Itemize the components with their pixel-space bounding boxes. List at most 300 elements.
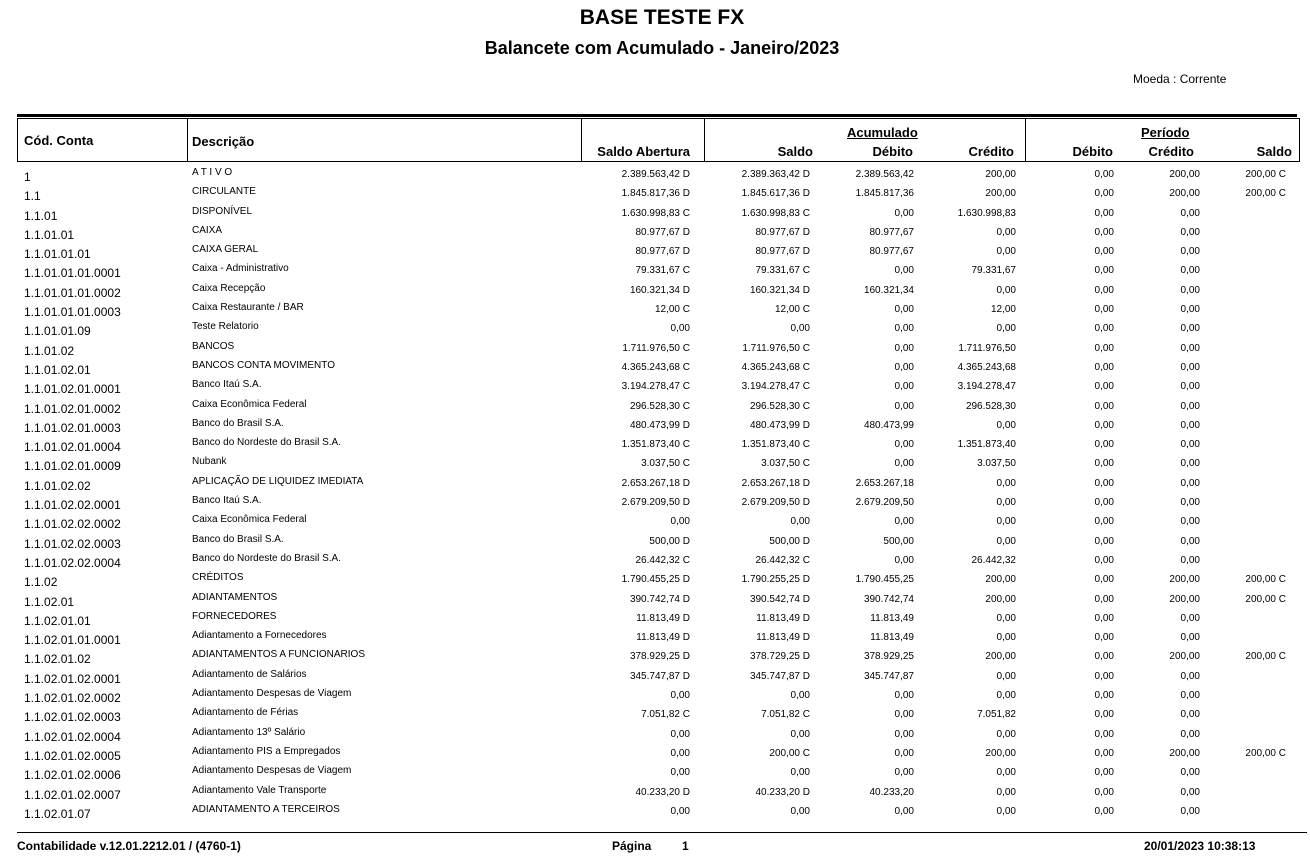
cell-description: Caixa - Administrativo <box>192 263 289 275</box>
cell-description: Caixa Recepção <box>192 282 266 294</box>
table-row <box>0 377 1310 396</box>
cell-accum-debit: 0,00 <box>894 767 914 779</box>
cell-opening-balance: 296.528,30 C <box>629 400 690 412</box>
col-header-code: Cód. Conta <box>24 133 94 148</box>
cell-accum-balance: 40.233,20 D <box>755 786 810 798</box>
cell-accum-balance: 0,00 <box>790 805 810 817</box>
table-row <box>0 570 1310 589</box>
cell-period-balance: 200,00 C <box>1245 169 1286 180</box>
cell-period-debit: 0,00 <box>1094 535 1114 547</box>
cell-accum-balance: 1.630.998,83 C <box>741 207 810 219</box>
cell-code: 1.1.01.02.02.0003 <box>24 536 121 551</box>
cell-code: 1.1.01.02.01 <box>24 362 91 377</box>
cell-accum-credit: 0,00 <box>996 632 1016 644</box>
cell-accum-debit: 40.233,20 <box>869 786 914 798</box>
table-row <box>0 319 1310 338</box>
cell-description: Banco Itaú S.A. <box>192 379 262 391</box>
cell-accum-balance: 1.790.255,25 D <box>741 574 810 586</box>
cell-accum-credit: 26.442,32 <box>971 554 1016 566</box>
table-row <box>0 551 1310 570</box>
cell-code: 1.1.02.01.02.0002 <box>24 691 121 706</box>
table-row <box>0 204 1310 223</box>
cell-description: BANCOS <box>192 340 235 352</box>
cell-description: Banco do Brasil S.A. <box>192 417 284 429</box>
cell-description: CAIXA GERAL <box>192 244 259 256</box>
cell-period-debit: 0,00 <box>1094 516 1114 528</box>
cell-period-credit: 0,00 <box>1180 458 1200 470</box>
cell-period-credit: 0,00 <box>1180 497 1200 509</box>
cell-code: 1.1.01.01 <box>24 227 75 242</box>
cell-accum-debit: 0,00 <box>894 400 914 412</box>
cell-period-debit: 0,00 <box>1094 805 1114 817</box>
cell-opening-balance: 378.929,25 D <box>629 651 690 663</box>
cell-period-credit: 0,00 <box>1180 419 1200 431</box>
cell-period-debit: 0,00 <box>1094 284 1114 296</box>
cell-period-credit: 0,00 <box>1180 554 1200 566</box>
cell-accum-debit: 0,00 <box>894 728 914 740</box>
table-row <box>0 667 1310 686</box>
cell-accum-credit: 296.528,30 <box>965 400 1016 412</box>
cell-accum-balance: 80.977,67 D <box>755 226 810 238</box>
cell-accum-debit: 0,00 <box>894 361 914 373</box>
cell-period-debit: 0,00 <box>1094 670 1114 682</box>
cell-accum-debit: 0,00 <box>894 342 914 354</box>
cell-period-debit: 0,00 <box>1094 361 1114 373</box>
cell-description: Adiantamento PIS a Empregados <box>192 745 341 757</box>
cell-opening-balance: 160.321,34 D <box>629 284 690 296</box>
cell-period-balance: 200,00 C <box>1245 651 1286 663</box>
cell-accum-balance: 79.331,67 C <box>755 265 810 277</box>
cell-accum-balance: 3.194.278,47 C <box>741 381 810 393</box>
cell-accum-credit: 3.194.278,47 <box>957 381 1016 393</box>
cell-period-credit: 0,00 <box>1180 516 1200 528</box>
cell-period-credit: 0,00 <box>1180 612 1200 624</box>
cell-period-credit: 0,00 <box>1180 246 1200 258</box>
cell-accum-credit: 0,00 <box>996 786 1016 798</box>
table-row <box>0 435 1310 454</box>
cell-description: Nubank <box>192 456 227 468</box>
cell-period-debit: 0,00 <box>1094 439 1114 451</box>
cell-accum-debit: 0,00 <box>894 265 914 277</box>
cell-period-debit: 0,00 <box>1094 207 1114 219</box>
cell-accum-balance: 7.051,82 C <box>761 709 810 721</box>
cell-accum-debit: 80.977,67 <box>869 226 914 238</box>
cell-description: Banco do Nordeste do Brasil S.A. <box>192 437 341 449</box>
cell-accum-balance: 1.711.976,50 C <box>742 342 810 354</box>
cell-period-credit: 200,00 <box>1169 593 1200 605</box>
cell-period-debit: 0,00 <box>1094 690 1114 702</box>
cell-accum-credit: 200,00 <box>985 593 1016 605</box>
cell-period-credit: 0,00 <box>1180 439 1200 451</box>
cell-description: Adiantamento Despesas de Viagem <box>192 688 352 700</box>
cell-description: Caixa Econômica Federal <box>192 514 307 526</box>
cell-accum-balance: 345.747,87 D <box>749 670 810 682</box>
cell-period-credit: 0,00 <box>1180 381 1200 393</box>
cell-accum-debit: 0,00 <box>894 690 914 702</box>
cell-description: Caixa Restaurante / BAR <box>192 302 304 314</box>
cell-accum-balance: 0,00 <box>790 690 810 702</box>
table-row <box>0 242 1310 261</box>
cell-period-debit: 0,00 <box>1094 304 1114 316</box>
cell-period-credit: 0,00 <box>1180 361 1200 373</box>
account-rows <box>0 165 1310 821</box>
cell-period-debit: 0,00 <box>1094 786 1114 798</box>
cell-period-debit: 0,00 <box>1094 265 1114 277</box>
cell-period-balance: 200,00 C <box>1245 747 1286 759</box>
cell-period-credit: 0,00 <box>1180 265 1200 277</box>
cell-accum-credit: 1.351.873,40 <box>957 439 1016 451</box>
footer-datetime: 20/01/2023 10:38:13 <box>1144 839 1256 853</box>
cell-period-credit: 0,00 <box>1180 400 1200 412</box>
cell-accum-credit: 0,00 <box>996 670 1016 682</box>
cell-accum-debit: 80.977,67 <box>869 246 914 258</box>
cell-code: 1.1.02 <box>24 575 58 590</box>
cell-accum-balance: 0,00 <box>790 728 810 740</box>
table-row <box>0 184 1310 203</box>
cell-code: 1.1.01.01.09 <box>24 324 91 339</box>
cell-accum-debit: 0,00 <box>894 207 914 219</box>
cell-code: 1.1.01.02.02.0002 <box>24 517 121 532</box>
cell-accum-credit: 12,00 <box>990 304 1016 316</box>
cell-accum-credit: 3.037,50 <box>977 458 1016 470</box>
cell-accum-debit: 11.813,49 <box>870 632 914 644</box>
cell-code: 1.1.01 <box>24 208 58 223</box>
cell-opening-balance: 0,00 <box>670 805 690 817</box>
cell-code: 1.1.02.01.02 <box>24 652 91 667</box>
cell-period-credit: 0,00 <box>1180 767 1200 779</box>
cell-accum-debit: 0,00 <box>894 323 914 335</box>
cell-description: ADIANTAMENTOS <box>192 591 278 603</box>
table-row <box>0 647 1310 666</box>
cell-code: 1.1.02.01.01 <box>24 613 91 628</box>
cell-description: CAIXA <box>192 224 223 236</box>
cell-opening-balance: 79.331,67 C <box>635 265 690 277</box>
cell-accum-credit: 0,00 <box>996 246 1016 258</box>
table-row <box>0 763 1310 782</box>
cell-opening-balance: 0,00 <box>670 690 690 702</box>
cell-accum-balance: 2.653.267,18 D <box>741 477 810 489</box>
cell-accum-credit: 200,00 <box>985 651 1016 663</box>
cell-period-debit: 0,00 <box>1094 458 1114 470</box>
cell-description: Adiantamento Despesas de Viagem <box>192 765 352 777</box>
cell-opening-balance: 1.630.998,83 C <box>621 207 690 219</box>
cell-opening-balance: 390.742,74 D <box>629 593 690 605</box>
table-row <box>0 454 1310 473</box>
cell-accum-credit: 0,00 <box>996 477 1016 489</box>
cell-opening-balance: 345.747,87 D <box>629 670 690 682</box>
header-divider <box>581 118 582 162</box>
cell-accum-credit: 200,00 <box>985 188 1016 200</box>
cell-opening-balance: 11.813,49 D <box>636 632 690 644</box>
header-divider <box>1025 118 1026 162</box>
cell-accum-debit: 390.742,74 <box>863 593 914 605</box>
cell-period-credit: 0,00 <box>1180 304 1200 316</box>
cell-period-credit: 0,00 <box>1180 226 1200 238</box>
cell-code: 1.1.02.01.02.0003 <box>24 710 121 725</box>
cell-opening-balance: 2.653.267,18 D <box>621 477 690 489</box>
cell-accum-debit: 500,00 <box>883 535 914 547</box>
table-row <box>0 416 1310 435</box>
cell-period-debit: 0,00 <box>1094 632 1114 644</box>
cell-accum-balance: 200,00 C <box>769 747 810 759</box>
cell-code: 1.1.01.01.01.0002 <box>24 285 121 300</box>
cell-description: Banco Itaú S.A. <box>192 495 262 507</box>
cell-accum-credit: 0,00 <box>996 690 1016 702</box>
cell-period-debit: 0,00 <box>1094 574 1114 586</box>
col-header-accumulated-group: Acumulado <box>847 125 918 140</box>
cell-accum-credit: 7.051,82 <box>977 709 1016 721</box>
cell-accum-debit: 160.321,34 <box>863 284 914 296</box>
col-header-period-debit: Débito <box>1072 144 1113 159</box>
cell-opening-balance: 26.442,32 C <box>635 554 690 566</box>
cell-opening-balance: 0,00 <box>670 728 690 740</box>
table-row <box>0 609 1310 628</box>
cell-accum-credit: 4.365.243,68 <box>957 361 1016 373</box>
cell-accum-credit: 200,00 <box>985 747 1016 759</box>
cell-period-debit: 0,00 <box>1094 747 1114 759</box>
cell-period-credit: 0,00 <box>1180 477 1200 489</box>
table-row <box>0 802 1310 821</box>
cell-accum-debit: 0,00 <box>894 439 914 451</box>
table-row <box>0 261 1310 280</box>
cell-accum-balance: 0,00 <box>790 767 810 779</box>
table-row <box>0 223 1310 242</box>
cell-accum-balance: 160.321,34 D <box>749 284 810 296</box>
cell-accum-balance: 4.365.243,68 C <box>741 361 810 373</box>
cell-description: Teste Relatorio <box>192 321 259 333</box>
table-row <box>0 686 1310 705</box>
cell-accum-credit: 0,00 <box>996 419 1016 431</box>
cell-period-debit: 0,00 <box>1094 728 1114 740</box>
cell-opening-balance: 1.845.817,36 D <box>621 188 690 200</box>
cell-period-balance: 200,00 C <box>1245 188 1286 200</box>
cell-accum-debit: 0,00 <box>894 805 914 817</box>
cell-period-debit: 0,00 <box>1094 226 1114 238</box>
cell-opening-balance: 40.233,20 D <box>635 786 690 798</box>
cell-accum-debit: 378.929,25 <box>863 651 914 663</box>
cell-opening-balance: 0,00 <box>670 767 690 779</box>
cell-period-credit: 200,00 <box>1169 169 1200 180</box>
cell-accum-balance: 1.351.873,40 C <box>741 439 810 451</box>
col-header-description: Descrição <box>192 134 255 149</box>
cell-opening-balance: 500,00 D <box>649 535 690 547</box>
cell-code: 1.1.01.02.02.0001 <box>24 498 121 513</box>
cell-accum-balance: 390.542,74 D <box>749 593 810 605</box>
cell-description: Adiantamento 13º Salário <box>192 726 306 738</box>
cell-period-credit: 0,00 <box>1180 709 1200 721</box>
cell-opening-balance: 1.711.976,50 C <box>622 342 690 354</box>
cell-accum-balance: 12,00 C <box>774 304 810 316</box>
cell-code: 1.1.02.01.02.0005 <box>24 748 121 763</box>
cell-opening-balance: 4.365.243,68 C <box>621 361 690 373</box>
cell-code: 1.1.01.01.01 <box>24 247 91 262</box>
cell-code: 1.1.02.01.07 <box>24 806 91 821</box>
col-header-period-group: Período <box>1141 125 1190 140</box>
cell-accum-debit: 0,00 <box>894 381 914 393</box>
cell-accum-credit: 0,00 <box>996 226 1016 238</box>
cell-accum-debit: 0,00 <box>894 747 914 759</box>
cell-period-debit: 0,00 <box>1094 188 1114 200</box>
cell-accum-debit: 0,00 <box>894 516 914 528</box>
cell-accum-credit: 0,00 <box>996 284 1016 296</box>
report-title: BASE TESTE FX <box>579 6 745 29</box>
cell-period-credit: 0,00 <box>1180 786 1200 798</box>
cell-period-debit: 0,00 <box>1094 593 1114 605</box>
cell-accum-balance: 11.813,49 D <box>756 612 810 624</box>
cell-period-credit: 0,00 <box>1180 284 1200 296</box>
header-rule <box>17 114 1297 117</box>
cell-accum-balance: 3.037,50 C <box>761 458 810 470</box>
cell-accum-balance: 480.473,99 D <box>749 419 810 431</box>
col-header-period-credit: Crédito <box>1148 144 1194 159</box>
cell-period-credit: 0,00 <box>1180 323 1200 335</box>
cell-period-debit: 0,00 <box>1094 651 1114 663</box>
cell-accum-balance: 80.977,67 D <box>755 246 810 258</box>
cell-description: APLICAÇÃO DE LIQUIDEZ IMEDIATA <box>192 475 364 487</box>
report-subtitle: Balancete com Acumulado - Janeiro/2023 <box>484 38 840 58</box>
cell-period-debit: 0,00 <box>1094 381 1114 393</box>
cell-opening-balance: 0,00 <box>670 323 690 335</box>
cell-accum-debit: 0,00 <box>894 304 914 316</box>
cell-period-credit: 200,00 <box>1169 651 1200 663</box>
cell-opening-balance: 3.194.278,47 C <box>621 381 690 393</box>
cell-period-debit: 0,00 <box>1094 477 1114 489</box>
cell-period-credit: 0,00 <box>1180 728 1200 740</box>
cell-accum-debit: 2.679.209,50 <box>855 497 914 509</box>
table-row <box>0 474 1310 493</box>
cell-accum-balance: 0,00 <box>790 323 810 335</box>
cell-description: Adiantamento de Salários <box>192 668 307 680</box>
cell-period-credit: 200,00 <box>1169 747 1200 759</box>
cell-accum-balance: 1.845.617,36 D <box>741 188 810 200</box>
cell-code: 1.1.01.02.01.0001 <box>24 382 121 397</box>
cell-accum-debit: 11.813,49 <box>870 612 914 624</box>
cell-accum-balance: 26.442,32 C <box>755 554 810 566</box>
cell-code: 1.1.01.02.01.0004 <box>24 440 121 455</box>
table-row <box>0 397 1310 416</box>
cell-period-debit: 0,00 <box>1094 323 1114 335</box>
cell-period-credit: 200,00 <box>1169 188 1200 200</box>
cell-accum-debit: 2.389.563,42 <box>855 169 914 180</box>
cell-period-debit: 0,00 <box>1094 554 1114 566</box>
cell-code: 1.1.02.01.02.0001 <box>24 671 121 686</box>
cell-accum-debit: 1.845.817,36 <box>855 188 914 200</box>
cell-period-balance: 200,00 C <box>1245 593 1286 605</box>
cell-opening-balance: 80.977,67 D <box>635 226 690 238</box>
header-divider <box>704 118 705 162</box>
cell-period-credit: 200,00 <box>1169 574 1200 586</box>
col-header-accum-credit: Crédito <box>968 144 1014 159</box>
footer-version: Contabilidade v.12.01.2212.01 / (4760-1) <box>17 839 241 853</box>
cell-accum-credit: 1.630.998,83 <box>957 207 1016 219</box>
header-divider <box>187 118 188 162</box>
cell-description: Adiantamento Vale Transporte <box>192 784 327 796</box>
table-row <box>0 165 1310 184</box>
cell-accum-balance: 2.679.209,50 D <box>741 497 810 509</box>
cell-description: Adiantamento de Férias <box>192 707 299 719</box>
cell-accum-credit: 0,00 <box>996 535 1016 547</box>
cell-accum-credit: 0,00 <box>996 728 1016 740</box>
cell-opening-balance: 1.790.455,25 D <box>621 574 690 586</box>
cell-opening-balance: 3.037,50 C <box>641 458 690 470</box>
cell-period-debit: 0,00 <box>1094 246 1114 258</box>
cell-code: 1.1.02.01.02.0006 <box>24 768 121 783</box>
cell-description: Adiantamento a Fornecedores <box>192 630 327 642</box>
cell-accum-balance: 11.813,49 D <box>756 632 810 644</box>
cell-opening-balance: 0,00 <box>670 747 690 759</box>
col-header-opening: Saldo Abertura <box>597 144 690 159</box>
cell-period-credit: 0,00 <box>1180 342 1200 354</box>
cell-accum-debit: 345.747,87 <box>863 670 914 682</box>
cell-period-credit: 0,00 <box>1180 632 1200 644</box>
cell-accum-credit: 0,00 <box>996 497 1016 509</box>
cell-period-debit: 0,00 <box>1094 169 1114 180</box>
table-row <box>0 300 1310 319</box>
cell-accum-debit: 1.790.455,25 <box>855 574 914 586</box>
cell-accum-balance: 2.389.363,42 D <box>741 169 810 180</box>
cell-code: 1.1.01.02.02 <box>24 478 91 493</box>
cell-code: 1.1.01.02.01.0003 <box>24 420 121 435</box>
table-row <box>0 744 1310 763</box>
cell-opening-balance: 2.679.209,50 D <box>621 497 690 509</box>
cell-period-debit: 0,00 <box>1094 767 1114 779</box>
cell-description: ADIANTAMENTO A TERCEIROS <box>192 803 340 815</box>
cell-description: Banco do Nordeste do Brasil S.A. <box>192 552 341 564</box>
cell-code: 1.1.01.02 <box>24 343 75 358</box>
cell-period-credit: 0,00 <box>1180 805 1200 817</box>
cell-accum-debit: 2.653.267,18 <box>855 477 914 489</box>
cell-code: 1.1.02.01.02.0007 <box>24 787 121 802</box>
table-row <box>0 628 1310 647</box>
cell-opening-balance: 12,00 C <box>654 304 690 316</box>
table-row <box>0 358 1310 377</box>
cell-code: 1.1 <box>24 189 41 204</box>
col-header-accum-balance: Saldo <box>777 144 813 159</box>
cell-accum-credit: 0,00 <box>996 323 1016 335</box>
cell-accum-credit: 0,00 <box>996 612 1016 624</box>
cell-accum-debit: 480.473,99 <box>863 419 914 431</box>
cell-opening-balance: 7.051,82 C <box>641 709 690 721</box>
cell-accum-credit: 200,00 <box>985 574 1016 586</box>
table-row <box>0 339 1310 358</box>
cell-description: ADIANTAMENTOS A FUNCIONARIOS <box>192 649 365 661</box>
footer-rule <box>17 832 1307 833</box>
table-row <box>0 590 1310 609</box>
table-row <box>0 783 1310 802</box>
cell-accum-debit: 0,00 <box>894 709 914 721</box>
cell-period-debit: 0,00 <box>1094 342 1114 354</box>
footer-page-label: Página <box>612 839 652 853</box>
table-row <box>0 705 1310 724</box>
cell-accum-credit: 79.331,67 <box>971 265 1016 277</box>
footer-page-number: 1 <box>682 839 689 853</box>
cell-opening-balance: 80.977,67 D <box>635 246 690 258</box>
table-row <box>0 532 1310 551</box>
currency-label: Moeda : Corrente <box>1133 72 1227 86</box>
cell-code: 1.1.01.02.01.0002 <box>24 401 121 416</box>
cell-accum-balance: 500,00 D <box>769 535 810 547</box>
cell-opening-balance: 2.389.563,42 D <box>621 169 690 180</box>
cell-accum-balance: 296.528,30 C <box>749 400 810 412</box>
col-header-period-balance: Saldo <box>1256 144 1292 159</box>
cell-code: 1.1.02.01 <box>24 594 75 609</box>
cell-description: FORNECEDORES <box>192 610 277 622</box>
cell-code: 1.1.02.01.02.0004 <box>24 729 121 744</box>
cell-accum-balance: 0,00 <box>790 516 810 528</box>
cell-description: CRÉDITOS <box>192 572 244 584</box>
cell-accum-credit: 0,00 <box>996 805 1016 817</box>
cell-accum-balance: 378.729,25 D <box>749 651 810 663</box>
